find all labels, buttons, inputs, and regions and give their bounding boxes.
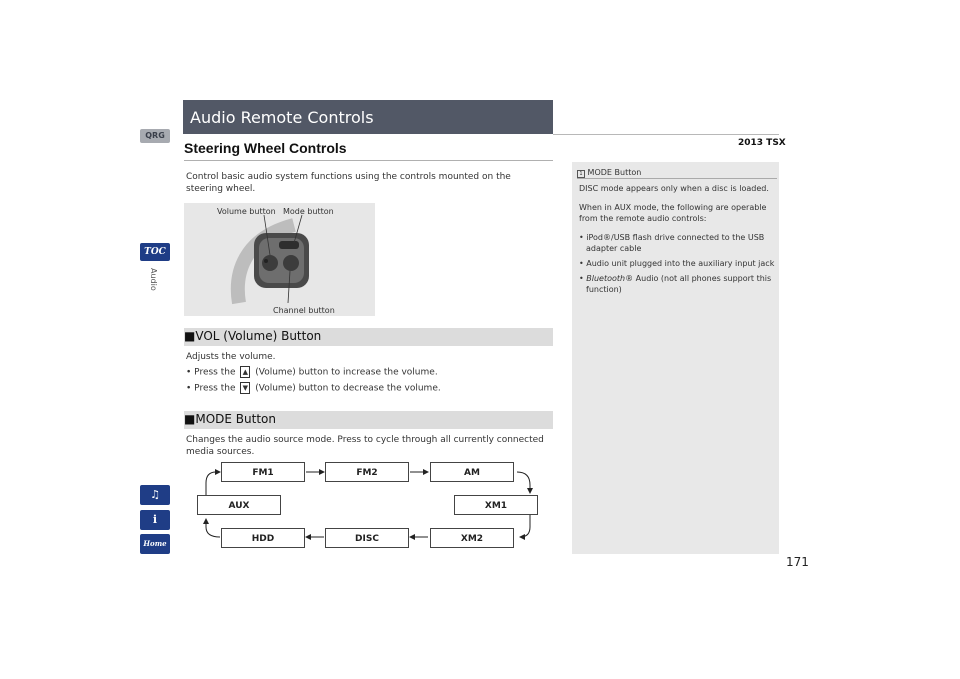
sidebar-b3-line1: • Bluetooth® Audio (not all phones support this: [579, 274, 772, 283]
sidebar-p2-line2: from the remote audio controls:: [579, 214, 707, 223]
mode-desc-line1: Changes the audio source mode. Press to cycle through all currently connected: [186, 435, 544, 445]
section-heading: Steering Wheel Controls: [184, 140, 347, 156]
vol-bullet-up-pre: Press the: [194, 367, 236, 378]
section-side-label: Audio: [149, 268, 158, 291]
heading-rule: [184, 160, 553, 161]
sidebar-note-rule: [577, 178, 777, 179]
home-button[interactable]: Home: [140, 534, 170, 554]
sidebar-b1-line1: • iPod®/USB flash drive connected to the USB: [579, 233, 765, 242]
steering-wheel-figure: [184, 203, 375, 316]
vol-bullet-up-post: (Volume) button to increase the volume.: [255, 367, 438, 378]
mode-fm1: FM1: [221, 462, 305, 482]
mode-desc-line2: media sources.: [186, 447, 255, 457]
mode-am: AM: [430, 462, 514, 482]
sidebar-note-title: [577, 168, 641, 178]
mode-disc: DISC: [325, 528, 409, 548]
info-icon[interactable]: i: [140, 510, 170, 530]
toc-tab[interactable]: TOC: [140, 243, 170, 261]
sidebar-b1-text: iPod®/USB flash drive connected to the USB: [586, 233, 765, 242]
header-rule: [553, 134, 779, 135]
sidebar-b2: • Audio unit plugged into the auxiliary input jack: [579, 259, 775, 268]
sidebar-p2-line1: When in AUX mode, the following are operable: [579, 203, 767, 212]
vol-bullet-down: • Press the ▼ (Volume) button to decrease the volume.: [186, 383, 441, 394]
vol-bullet-down-pre: Press the: [194, 383, 236, 394]
mode-hdd: HDD: [221, 528, 305, 548]
volume-up-key-icon: ▲: [240, 366, 250, 378]
model-label: 2013 TSX: [738, 138, 786, 148]
mode-section-title: ■MODE Button: [184, 412, 276, 426]
sidebar-note-title-text: MODE Button: [587, 168, 642, 177]
intro-text-line2: steering wheel.: [186, 184, 256, 194]
sidebar-b3-line2: function): [586, 285, 622, 294]
channel-button-label: Channel button: [273, 306, 335, 315]
volume-down-key-icon: ▼: [240, 382, 250, 394]
voice-command-icon[interactable]: ♫: [140, 485, 170, 505]
vol-desc: Adjusts the volume.: [186, 352, 276, 362]
page-title: Audio Remote Controls: [190, 108, 374, 127]
mode-fm2: FM2: [325, 462, 409, 482]
sidebar-b2-text: Audio unit plugged into the auxiliary input jack: [586, 259, 775, 268]
steering-wheel-illustration: [184, 203, 375, 316]
mode-aux: AUX: [197, 495, 281, 515]
mode-button-label: Mode button: [283, 207, 334, 216]
note-marker-icon: 1: [577, 170, 585, 178]
sidebar-b3-italic: Bluetooth®: [586, 274, 634, 283]
sidebar-p1: DISC mode appears only when a disc is loaded.: [579, 184, 769, 193]
sidebar-b1-line2: adapter cable: [586, 244, 642, 253]
vol-section-title: ■VOL (Volume) Button: [184, 329, 322, 343]
qrg-tab[interactable]: QRG: [140, 129, 170, 143]
page-number: 171: [786, 555, 809, 569]
mode-xm1: XM1: [454, 495, 538, 515]
intro-text-line1: Control basic audio system functions using the controls mounted on the: [186, 172, 511, 182]
mode-xm2: XM2: [430, 528, 514, 548]
sidebar-b3-rest: Audio (not all phones support this: [633, 274, 772, 283]
vol-bullet-down-post: (Volume) button to decrease the volume.: [255, 383, 441, 394]
vol-bullet-up: • Press the ▲ (Volume) button to increase the volume.: [186, 367, 438, 378]
volume-button-label: Volume button: [217, 207, 276, 216]
